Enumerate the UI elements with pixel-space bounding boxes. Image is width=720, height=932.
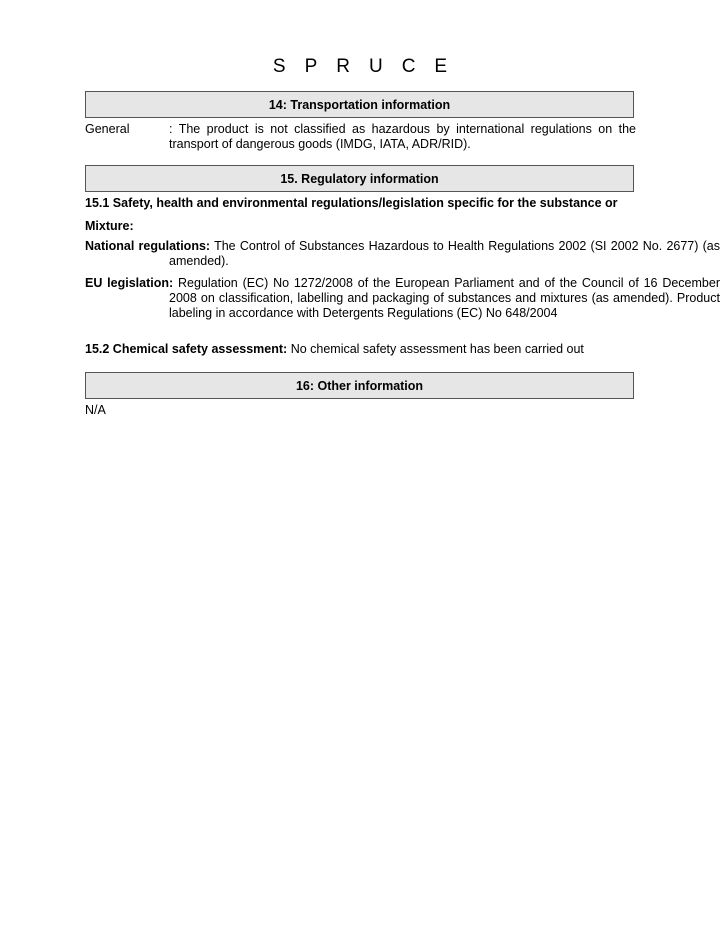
transport-general-label: General — [85, 122, 130, 136]
chemical-safety-assessment-row — [85, 342, 636, 357]
other-information-text: N/A — [85, 403, 106, 417]
eu-legislation-label: EU legislation: — [85, 276, 174, 290]
chemical-safety-assessment-text: No chemical safety assessment has been carried out — [290, 342, 584, 356]
eu-legislation-text: Regulation (EC) No 1272/2008 of the European Parliament and of the Council of 16 December 2008 on classification, labelling and packaging of substances and mixtures (as amended). Product labeling in accordance with Detergents Regulations (EC) No 648/2004 — [169, 276, 720, 320]
eu-legislation-row — [85, 276, 720, 321]
regulatory-subheading-mixture: Mixture: — [85, 219, 134, 233]
national-regulations-label: National regulations: — [85, 239, 211, 253]
national-regulations-row — [85, 239, 720, 269]
regulatory-subheading-15-1: 15.1 Safety, health and environmental regulations/legislation specific for the substance or — [85, 196, 618, 210]
chemical-safety-assessment-label: 15.2 Chemical safety assessment: — [85, 342, 288, 356]
national-regulations-text: The Control of Substances Hazardous to Health Regulations 2002 (SI 2002 No. 2677) (as amended). — [169, 239, 720, 268]
transport-general-row — [85, 122, 636, 152]
section-15-header: 15. Regulatory information — [85, 165, 634, 192]
section-14-header: 14: Transportation information — [85, 91, 634, 118]
brand-title: SPRUCE — [272, 56, 467, 77]
section-16-header: 16: Other information — [85, 372, 634, 399]
transport-general-text: : The product is not classified as hazardous by international regulations on the transport of dangerous goods (IMDG, IATA, ADR/RID). — [169, 122, 636, 151]
